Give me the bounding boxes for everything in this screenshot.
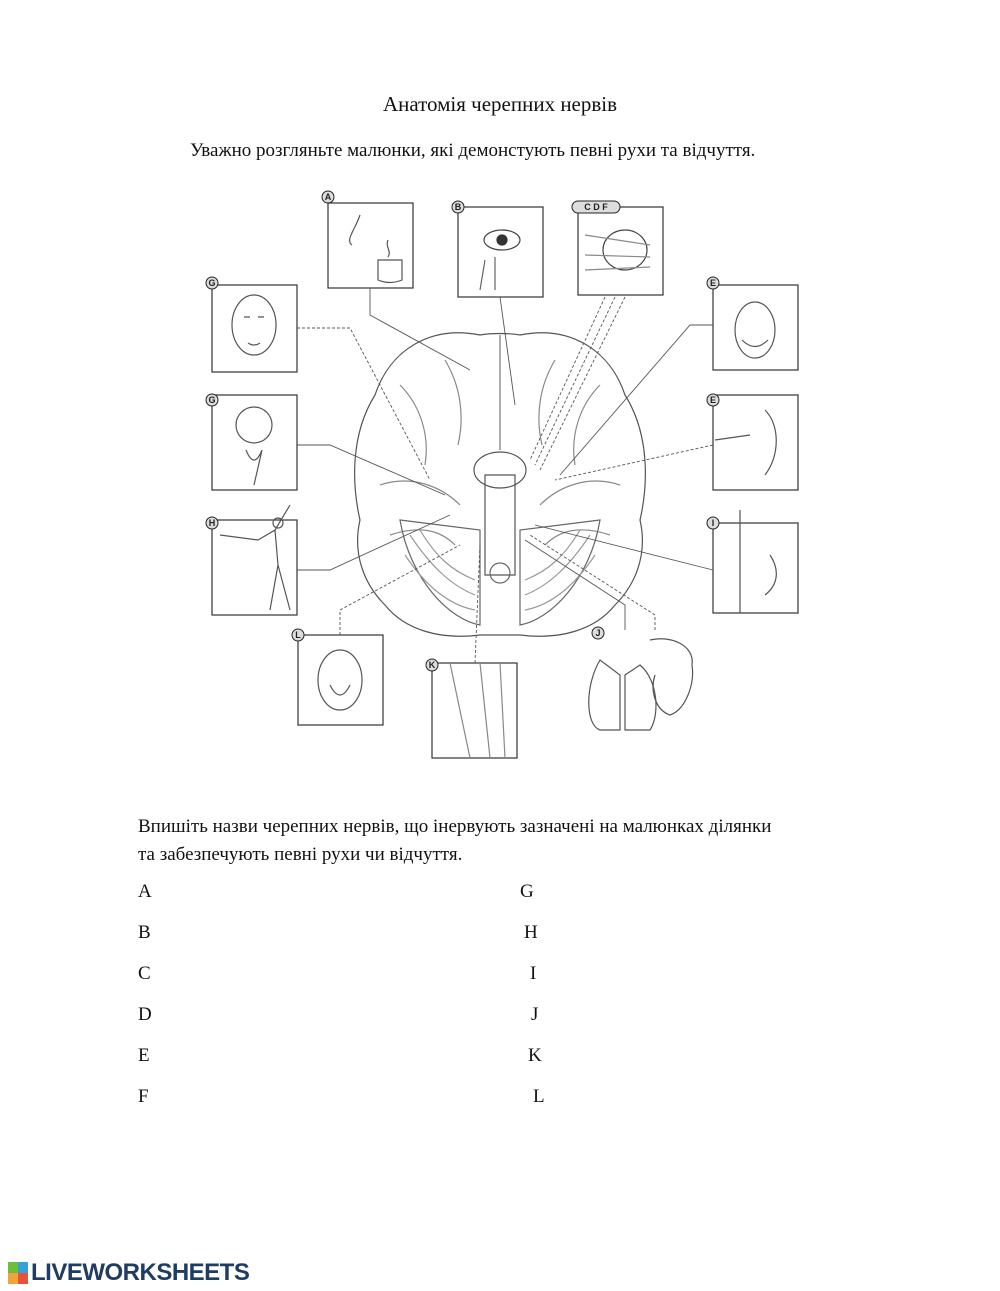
marker-k	[426, 659, 438, 671]
answer-label-h: H	[524, 922, 538, 943]
brain-illustration	[355, 333, 646, 636]
marker-b	[452, 201, 464, 213]
marker-e1	[707, 277, 719, 289]
answer-label-a: A	[138, 881, 152, 902]
svg-text:K: K	[428, 660, 436, 670]
answer-input-k[interactable]	[555, 1044, 919, 1070]
svg-text:E: E	[709, 278, 717, 288]
leader-i	[535, 525, 713, 570]
answer-label-i: I	[530, 963, 537, 984]
marker-j	[592, 627, 604, 639]
panel-l-tongue	[298, 635, 383, 725]
panel-e-smile	[713, 285, 798, 370]
svg-text:I: I	[711, 518, 715, 528]
answer-input-j[interactable]	[555, 1003, 919, 1029]
marker-i	[707, 517, 719, 529]
answer-label-e: E	[138, 1045, 150, 1066]
svg-text:A: A	[324, 192, 332, 202]
answer-label-c: C	[138, 963, 151, 984]
panel-j-organs	[598, 625, 698, 740]
answer-input-i[interactable]	[555, 962, 919, 988]
leader-e1	[560, 325, 713, 475]
answer-label-f: F	[138, 1086, 149, 1107]
worksheet-title: Анатомія черепних нервів	[382, 92, 618, 116]
svg-text:B: B	[454, 202, 462, 212]
leader-k	[475, 545, 480, 663]
leader-e2	[555, 445, 713, 480]
answer-input-h[interactable]	[555, 921, 919, 947]
answer-input-b[interactable]	[165, 921, 489, 947]
svg-text:G: G	[208, 395, 216, 405]
panel-e-toothbrush	[713, 395, 798, 490]
logo-mark-icon	[8, 1262, 28, 1284]
worksheet-subtitle: Уважно розгляньте малюнки, які демонстують певні рухи та відчуття.	[190, 140, 756, 161]
answer-input-f[interactable]	[165, 1085, 489, 1111]
panel-h-balance	[212, 520, 297, 615]
leader-g1	[297, 328, 430, 480]
instructions	[138, 813, 938, 869]
answer-input-d[interactable]	[165, 1003, 489, 1029]
panel-g-face	[212, 285, 297, 372]
leader-g2	[297, 445, 445, 495]
leader-j	[525, 540, 625, 630]
answer-input-c[interactable]	[165, 962, 489, 988]
panel-b-vision	[458, 207, 543, 297]
svg-text:G: G	[208, 278, 216, 288]
panel-a-smell	[328, 203, 413, 288]
marker-g2	[206, 394, 218, 406]
answer-label-j: J	[531, 1004, 539, 1025]
answer-label-l: L	[533, 1086, 545, 1107]
answer-label-b: B	[138, 922, 151, 943]
svg-text:C D F: C D F	[584, 202, 608, 212]
marker-h	[206, 517, 218, 529]
logo-wordmark: LIVEWORKSHEETS	[31, 1259, 250, 1286]
answer-input-g[interactable]	[555, 880, 919, 906]
marker-a	[322, 191, 334, 203]
leader-b	[500, 297, 515, 405]
leader-a	[370, 288, 470, 370]
marker-e2	[707, 394, 719, 406]
answer-label-g: G	[520, 881, 534, 902]
panel-cdf-eye-muscles	[578, 207, 663, 295]
answer-input-e[interactable]	[165, 1044, 489, 1070]
instructions-line-2: та забезпечують певні рухи чи відчуття.	[138, 844, 463, 865]
svg-text:J: J	[595, 628, 601, 638]
marker-g1	[206, 277, 218, 289]
marker-l	[292, 629, 304, 641]
marker-cdf	[572, 201, 620, 213]
instructions-line-1: Впишіть назви черепних нервів, що інервують зазначені на малюнках ділянки	[138, 816, 772, 837]
answer-input-l[interactable]	[555, 1085, 919, 1111]
cranial-nerves-diagram	[180, 185, 820, 770]
svg-text:H: H	[208, 518, 216, 528]
svg-text:E: E	[709, 395, 717, 405]
answer-label-d: D	[138, 1004, 152, 1025]
svg-text:L: L	[295, 630, 301, 640]
answer-label-k: K	[528, 1045, 542, 1066]
answer-input-a[interactable]	[165, 880, 489, 906]
panel-i-swallow	[713, 523, 798, 613]
liveworksheets-logo[interactable]	[8, 1258, 249, 1288]
